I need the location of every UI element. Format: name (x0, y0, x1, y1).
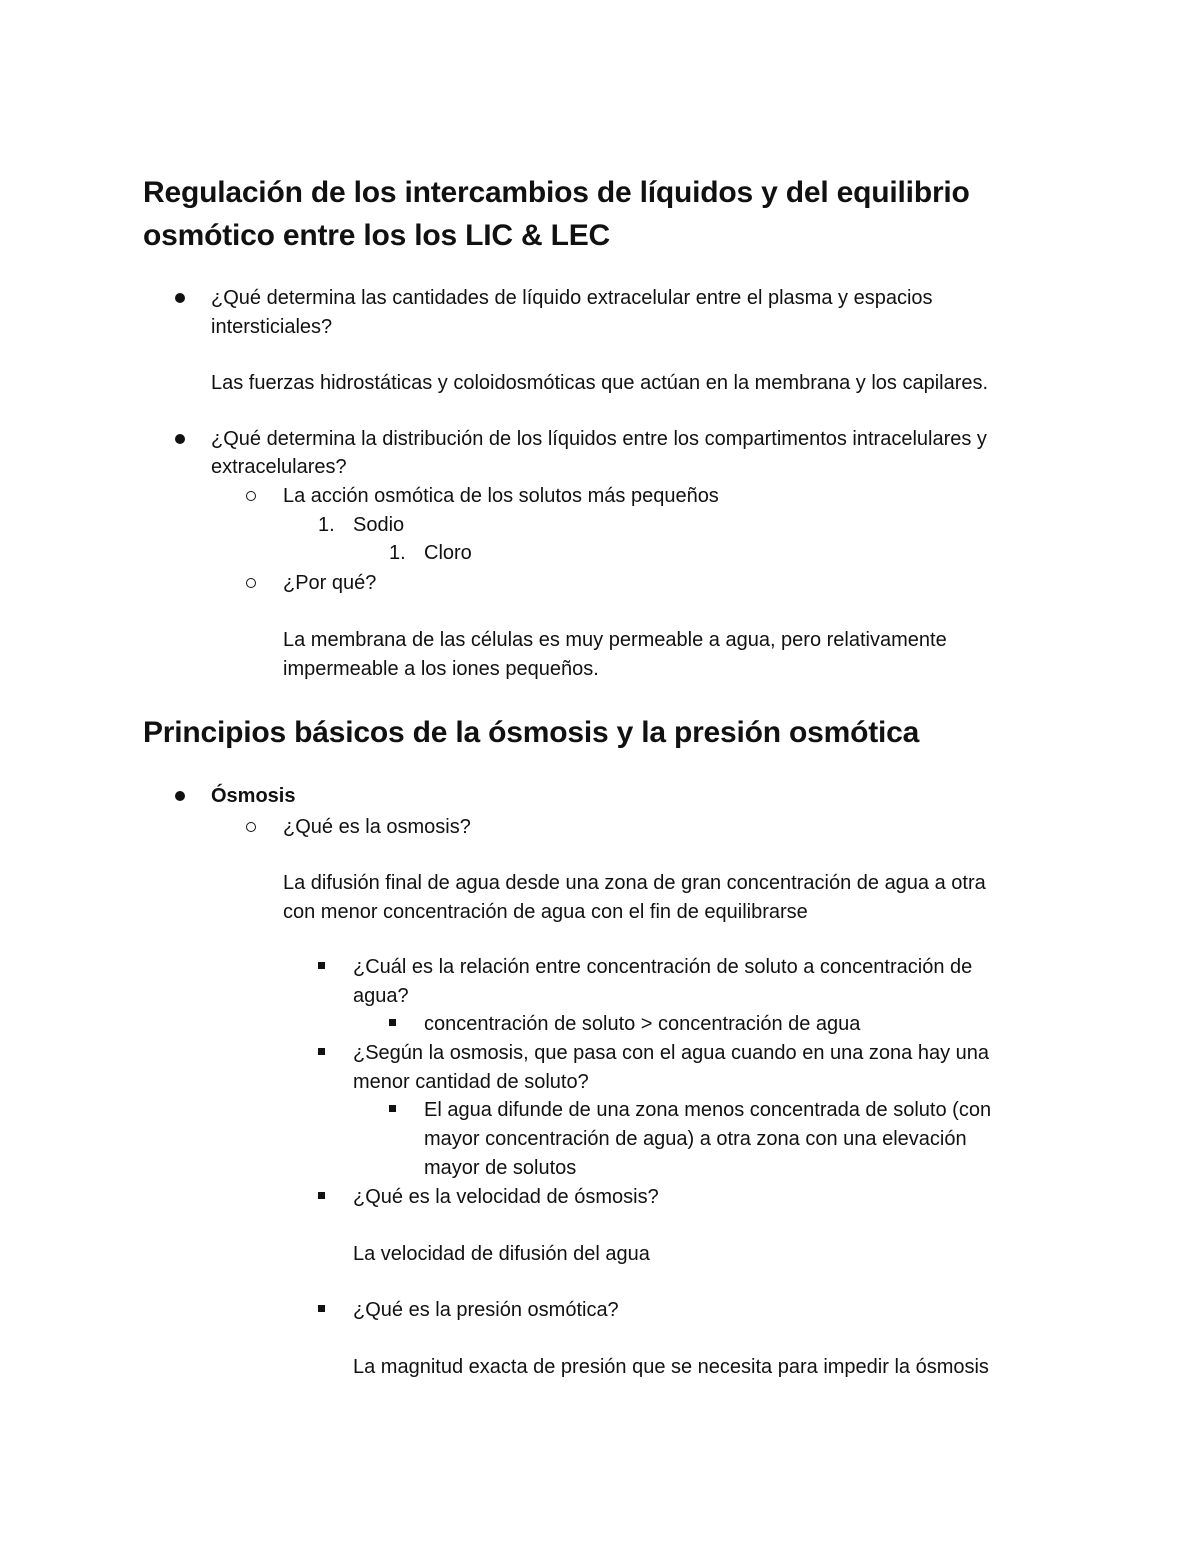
question-text: ¿Qué es la presión osmótica? (353, 1299, 619, 1321)
sub-item-text: ¿Qué es la osmosis? (283, 816, 471, 838)
topic-label: Ósmosis (211, 785, 296, 807)
bullet-square-icon (389, 1019, 396, 1026)
bullet-dot-icon (175, 293, 185, 303)
sub-item-text: La acción osmótica de los solutos más pequeños (283, 485, 719, 507)
question-text: ¿Qué es la velocidad de ósmosis? (353, 1186, 659, 1208)
numbered-item-text: Cloro (424, 542, 472, 564)
bullet-square-icon (318, 1305, 325, 1312)
bullet-dot-icon (175, 791, 185, 801)
question-text-cont: intersticiales? (211, 316, 333, 338)
answer-text: El agua difunde de una zona menos concentrada de soluto (con (424, 1099, 992, 1121)
section-heading-1: Regulación de los intercambios de líquidos y del equilibrio (143, 176, 970, 209)
question-text-cont: extracelulares? (211, 456, 347, 478)
question-text: ¿Qué determina las cantidades de líquido extracelular entre el plasma y espacios (211, 287, 933, 309)
answer-text: La membrana de las células es muy permeable a agua, pero relativamente (283, 629, 947, 651)
bullet-square-icon (389, 1105, 396, 1112)
answer-text: Las fuerzas hidrostáticas y coloidosmóticas que actúan en la membrana y los capilares. (211, 372, 989, 394)
list-number: 1. (389, 542, 406, 564)
sub-item-text: ¿Por qué? (283, 572, 377, 594)
answer-text: La magnitud exacta de presión que se necesita para impedir la ósmosis (353, 1356, 989, 1378)
bullet-square-icon (318, 1192, 325, 1199)
answer-text-cont: mayor de solutos (424, 1157, 577, 1179)
section-heading-2: Principios básicos de la ósmosis y la presión osmótica (143, 716, 920, 749)
question-text: ¿Qué determina la distribución de los líquidos entre los compartimentos intracelulares y (211, 428, 987, 450)
answer-text: La velocidad de difusión del agua (353, 1243, 650, 1265)
question-text: ¿Cuál es la relación entre concentración de soluto a concentración de (353, 956, 973, 978)
question-text: ¿Según la osmosis, que pasa con el agua cuando en una zona hay una (353, 1042, 990, 1064)
bullet-circle-icon (246, 822, 256, 832)
bullet-dot-icon (175, 434, 185, 444)
question-text-cont: menor cantidad de soluto? (353, 1071, 589, 1093)
numbered-item-text: Sodio (353, 514, 405, 536)
answer-text-cont: mayor concentración de agua) a otra zona con una elevación (424, 1128, 967, 1150)
bullet-circle-icon (246, 578, 256, 588)
answer-text: concentración de soluto > concentración de agua (424, 1013, 861, 1035)
bullet-square-icon (318, 962, 325, 969)
answer-text-cont: con menor concentración de agua con el fin de equilibrarse (283, 901, 808, 923)
section-heading-1-cont: osmótico entre los los LIC & LEC (143, 219, 610, 252)
question-text-cont: agua? (353, 985, 409, 1007)
list-number: 1. (318, 514, 335, 536)
bullet-circle-icon (246, 491, 256, 501)
bullet-square-icon (318, 1048, 325, 1055)
answer-text: La difusión final de agua desde una zona de gran concentración de agua a otra (283, 872, 986, 894)
answer-text-cont: impermeable a los iones pequeños. (283, 658, 599, 680)
